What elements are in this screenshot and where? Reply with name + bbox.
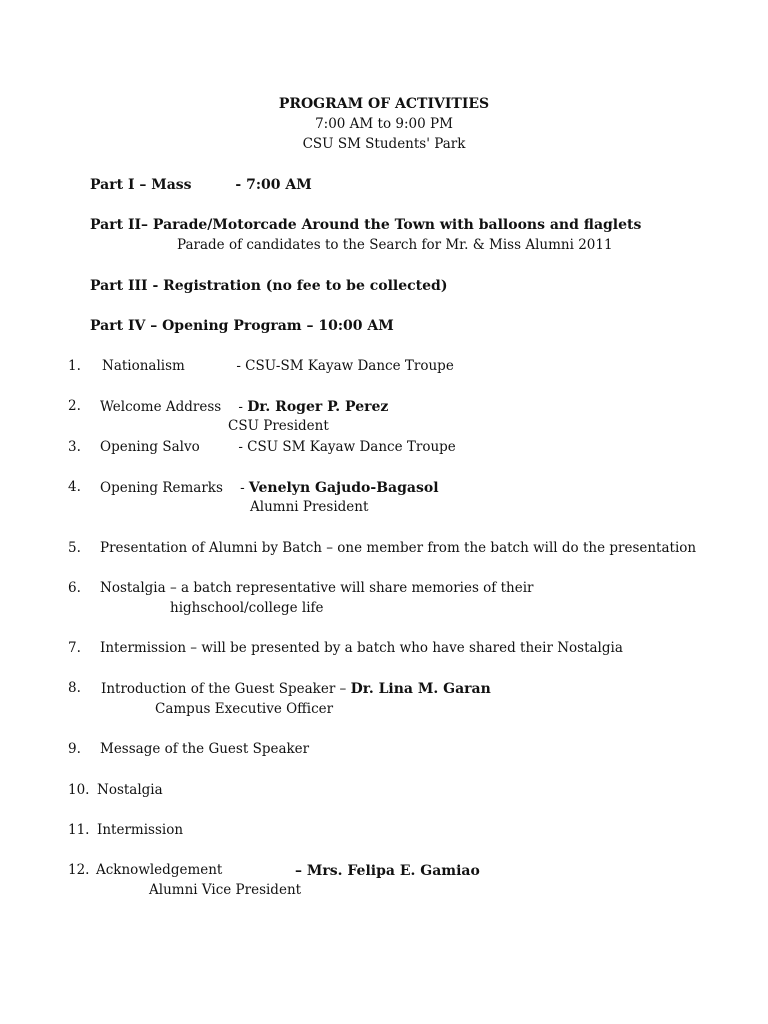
item-number: 1. [68, 358, 81, 374]
item-text: Intermission [97, 822, 184, 838]
item-number: 2. [68, 398, 81, 414]
item-label: Opening Remarks - [100, 480, 249, 496]
item-subtitle: Alumni Vice President [149, 882, 302, 898]
item-number: 9. [68, 741, 81, 757]
item-label: Introduction of the Guest Speaker – [101, 681, 351, 697]
item-number: 5. [68, 540, 81, 556]
item-text: Acknowledgement [96, 862, 223, 878]
part-2-subtitle: Parade of candidates to the Search for Mr. & Miss Alumni 2011 [177, 237, 613, 253]
item-text: Intermission – will be presented by a batch who have shared their Nostalgia [100, 640, 623, 656]
item-number: 4. [68, 479, 81, 495]
item-subtitle: CSU President [228, 418, 329, 434]
item-person: Venelyn Gajudo-Bagasol [248, 480, 439, 496]
item-number: 8. [68, 680, 81, 696]
item-text [101, 682, 491, 697]
item-person: – Mrs. Felipa E. Gamiao [295, 863, 480, 879]
item-text [100, 481, 439, 496]
item-text [100, 400, 388, 415]
item-person: Dr. Roger P. Perez [247, 399, 389, 415]
item-text: Nostalgia – a batch representative will share memories of their [100, 580, 534, 596]
item-subtitle: highschool/college life [170, 600, 324, 616]
item-number: 12. [68, 862, 90, 878]
item-text: Message of the Guest Speaker [100, 741, 310, 757]
item-text: Opening Salvo - CSU SM Kayaw Dance Troupe [100, 439, 456, 455]
part-1: Part I – Mass - 7:00 AM [90, 177, 312, 193]
item-text: Presentation of Alumni by Batch – one member from the batch will do the presentation [100, 540, 697, 556]
event-venue: CSU SM Students' Park [302, 136, 466, 152]
item-text: Nostalgia [97, 782, 163, 798]
part-4: Part IV – Opening Program – 10:00 AM [90, 318, 394, 334]
item-number: 11. [68, 822, 90, 838]
item-number: 6. [68, 580, 81, 596]
part-2: Part II– Parade/Motorcade Around the Town with balloons and flaglets [90, 217, 642, 233]
event-time: 7:00 AM to 9:00 PM [315, 116, 453, 132]
item-text: Nationalism - CSU-SM Kayaw Dance Troupe [102, 358, 454, 374]
part-3: Part III - Registration (no fee to be collected) [90, 278, 448, 294]
item-subtitle: Alumni President [250, 499, 369, 515]
item-person: Dr. Lina M. Garan [350, 681, 491, 697]
item-number: 3. [68, 439, 81, 455]
item-label: Welcome Address - [100, 399, 248, 415]
page-title: PROGRAM OF ACTIVITIES [278, 96, 490, 112]
item-number: 10. [68, 782, 90, 798]
item-number: 7. [68, 640, 81, 656]
item-subtitle: Campus Executive Officer [155, 701, 334, 717]
